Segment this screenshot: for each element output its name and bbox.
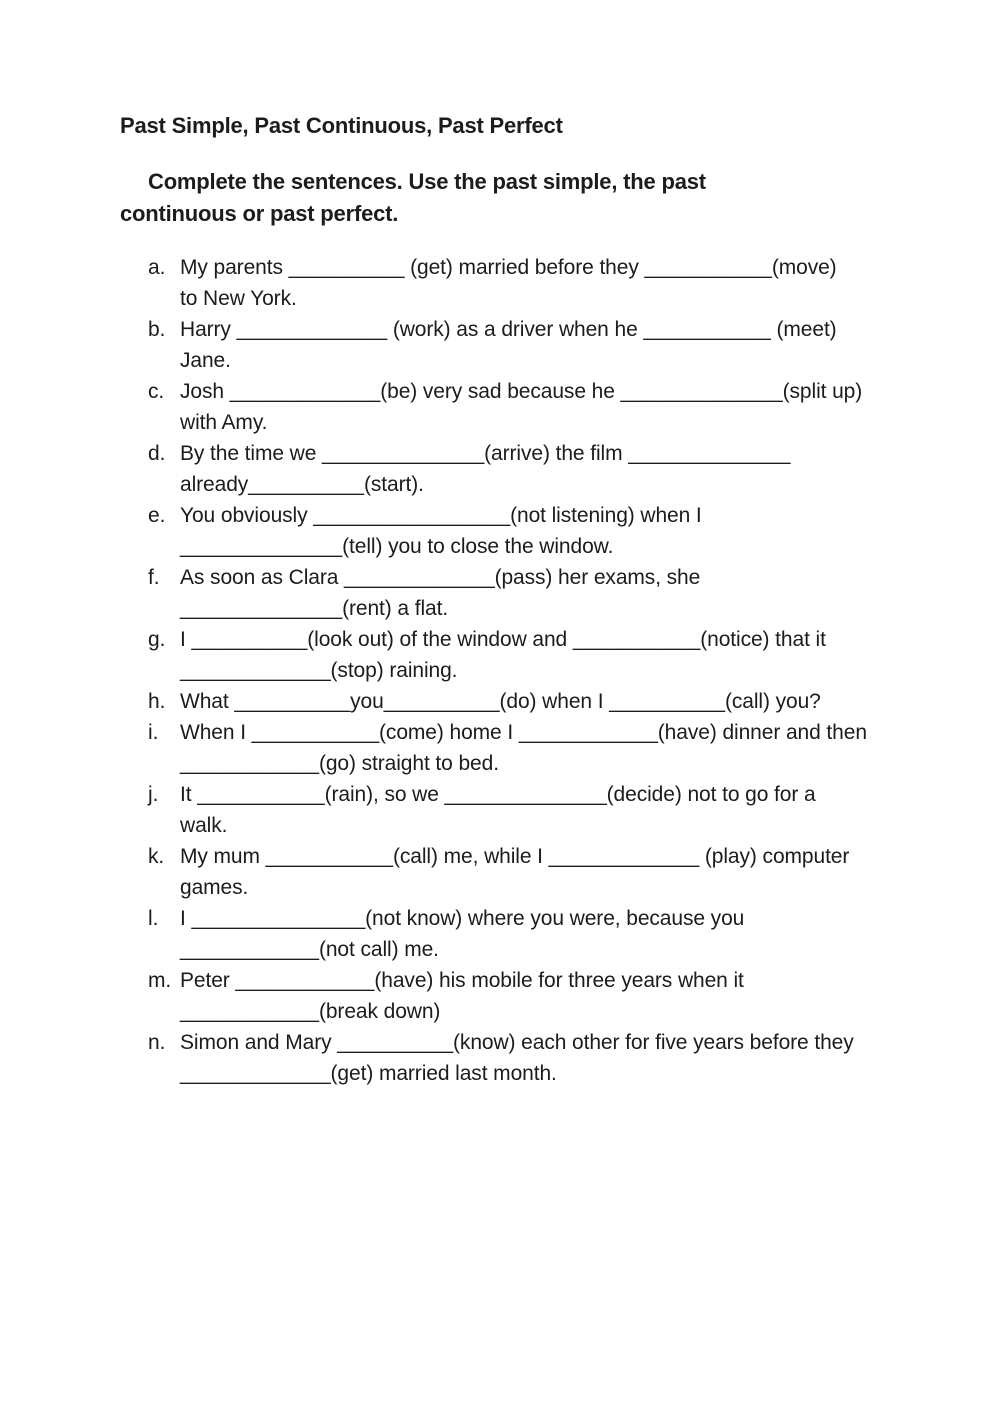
item-line: As soon as Clara _____________(pass) her exams, she <box>180 566 701 589</box>
item-label: b. <box>148 318 166 341</box>
item-text <box>180 624 900 686</box>
item-line: ______________(rent) a flat. <box>180 597 449 620</box>
item-text <box>180 717 900 779</box>
item-label: i. <box>148 721 159 744</box>
item-text <box>180 841 900 903</box>
item-label: l. <box>148 907 159 930</box>
item-text <box>180 376 900 438</box>
item-line: I _______________(not know) where you were, because you <box>180 907 745 930</box>
item-text <box>180 965 900 1027</box>
item-line: already__________(start). <box>180 473 424 496</box>
sentence-item <box>148 314 900 376</box>
item-text <box>180 500 900 562</box>
item-line: It ___________(rain), so we ______________(decide) not to go for a <box>180 783 816 806</box>
sentence-list <box>120 252 900 1089</box>
item-line: My mum ___________(call) me, while I _____________ (play) computer <box>180 845 850 868</box>
item-line: games. <box>180 876 249 899</box>
sentence-item <box>148 438 900 500</box>
item-text <box>180 1027 900 1089</box>
item-text <box>180 686 900 717</box>
item-line: ____________(go) straight to bed. <box>180 752 499 775</box>
item-line: ____________(break down) <box>180 1000 441 1023</box>
sentence-item <box>148 686 900 717</box>
worksheet-title: Past Simple, Past Continuous, Past Perfect <box>120 113 563 138</box>
item-line: I __________(look out) of the window and ___________(notice) that it <box>180 628 826 651</box>
sentence-item <box>148 717 900 779</box>
sentence-item <box>148 903 900 965</box>
item-label: c. <box>148 380 165 403</box>
sentence-item <box>148 965 900 1027</box>
item-label: d. <box>148 442 166 465</box>
item-label: h. <box>148 690 166 713</box>
instructions <box>120 166 900 230</box>
item-line: When I ___________(come) home I ____________(have) dinner and then <box>180 721 867 744</box>
item-line: You obviously _________________(not listening) when I <box>180 504 702 527</box>
item-line: _____________(get) married last month. <box>180 1062 557 1085</box>
item-line: My parents __________ (get) married before they ___________(move) <box>180 256 837 279</box>
item-label: n. <box>148 1031 166 1054</box>
sentence-item <box>148 779 900 841</box>
item-line: By the time we ______________(arrive) the film ______________ <box>180 442 791 465</box>
item-label: j. <box>148 783 159 806</box>
item-text <box>180 252 900 314</box>
item-text <box>180 314 900 376</box>
item-label: e. <box>148 504 166 527</box>
sentence-item <box>148 376 900 438</box>
item-label: g. <box>148 628 166 651</box>
item-line: Jane. <box>180 349 231 372</box>
item-label: f. <box>148 566 160 589</box>
sentence-item <box>148 624 900 686</box>
sentence-item <box>148 562 900 624</box>
item-text <box>180 438 900 500</box>
item-label: m. <box>148 969 172 992</box>
item-line: Josh _____________(be) very sad because he ______________(split up) <box>180 380 863 403</box>
item-line: Peter ____________(have) his mobile for three years when it <box>180 969 744 992</box>
item-line: ____________(not call) me. <box>180 938 439 961</box>
item-label: a. <box>148 256 166 279</box>
item-line: Harry _____________ (work) as a driver when he ___________ (meet) <box>180 318 837 341</box>
item-label: k. <box>148 845 165 868</box>
instructions-line-2: continuous or past perfect. <box>120 201 399 226</box>
item-line: walk. <box>180 814 228 837</box>
item-text <box>180 903 900 965</box>
item-line: to New York. <box>180 287 297 310</box>
item-line: with Amy. <box>180 411 268 434</box>
sentence-item <box>148 841 900 903</box>
item-line: ______________(tell) you to close the window. <box>180 535 614 558</box>
item-line: Simon and Mary __________(know) each other for five years before they <box>180 1031 854 1054</box>
sentence-item <box>148 500 900 562</box>
instructions-line-1: Complete the sentences. Use the past simple, the past <box>148 169 706 194</box>
item-line: What __________you__________(do) when I __________(call) you? <box>180 690 821 713</box>
item-text <box>180 779 900 841</box>
sentence-item <box>148 1027 900 1089</box>
item-text <box>180 562 900 624</box>
sentence-item <box>148 252 900 314</box>
item-line: _____________(stop) raining. <box>180 659 458 682</box>
